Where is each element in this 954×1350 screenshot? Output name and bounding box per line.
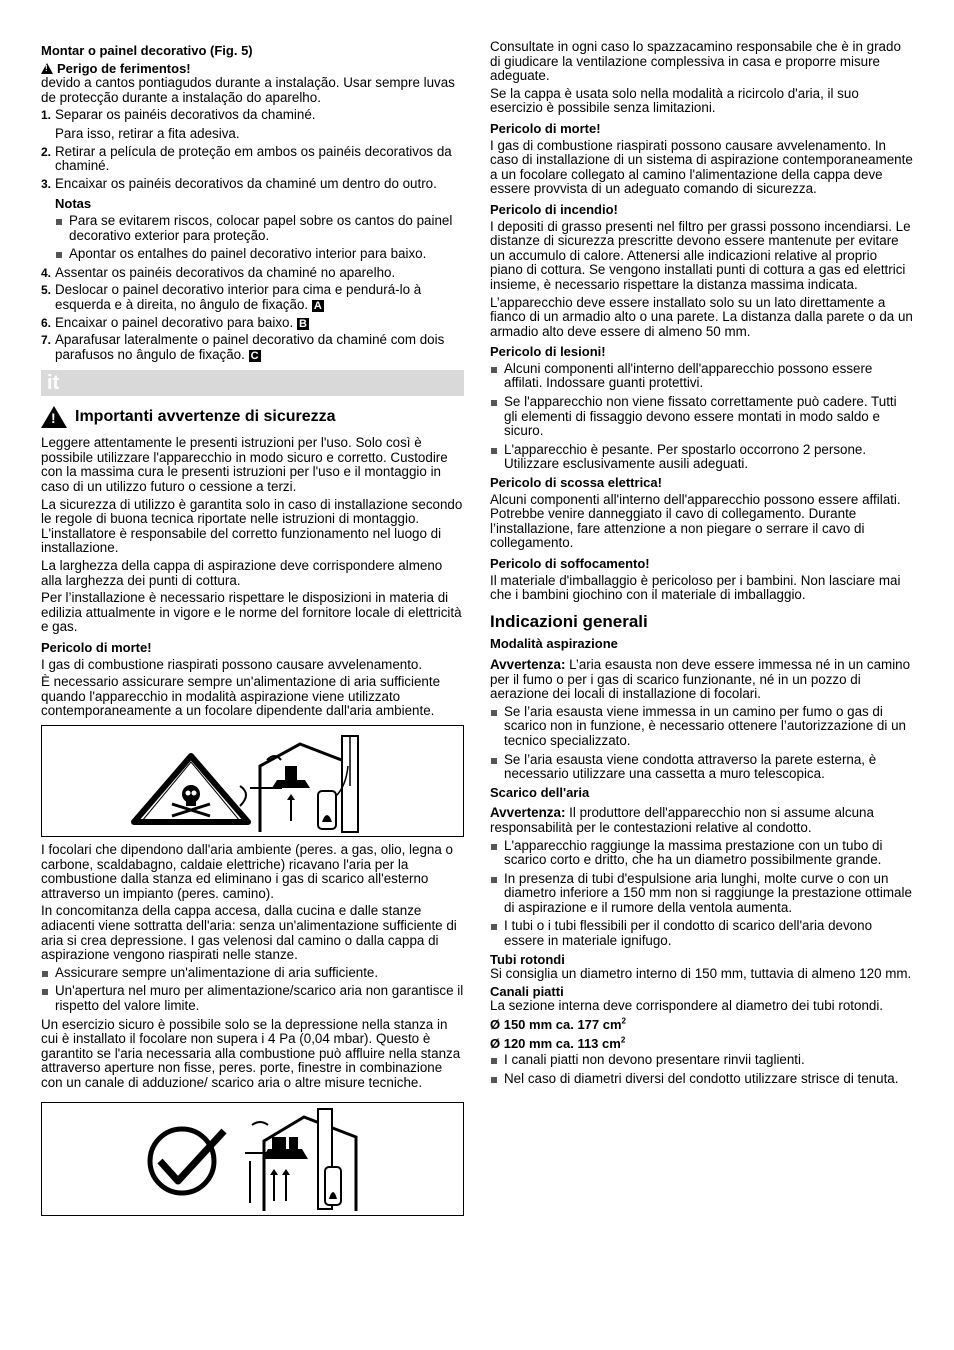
step-item: 5. Deslocar o painel decorativo interior para cima e pendurá-lo à esquerda e à direita, no ângulo de fixação. A [41, 282, 422, 312]
injury-title: Pericolo di lesioni! [490, 344, 606, 360]
general-title: Indicazioni generali [490, 611, 648, 631]
mode-title: Modalità aspirazione [490, 636, 618, 652]
note-paragraph: Avvertenza: Il produttore dell'apparecchio non si assume alcuna responsabilità per le contestazioni relative al condotto. [490, 805, 874, 835]
paragraph: I focolari che dipendono dall'aria ambiente (peres. a gas, olio, legna o carbone, scaldabagno, caldaie elettriche) ricavano l'aria per la combustione dalla stanza ed eliminano i gas di scarico all'esterno attraverso un impianto (peres. camino). [41, 841, 453, 901]
list-item: I tubi o i tubi flessibili per il condotto di scarico dell'aria devono essere in materiale ignifugo. [490, 919, 913, 948]
poison-warning-figure [41, 725, 464, 837]
step-item: 1. Separar os painéis decorativos da chaminé. Para isso, retirar a fita adesiva. [41, 108, 464, 141]
paragraph: I depositi di grasso presenti nel filtro per grassi possono incendiarsi. Le distanze di sicurezza prescritte devono essere mantenute per evitare un accumulo di calore. Attenersi alle indicazioni relative al proprio piano di cottura. Se vengono installati punti di cottura a gas ed elettrici insieme, è necessario rispettare la distanza massima indicata. [490, 218, 911, 292]
paragraph: Si consiglia un diametro interno di 150 mm, tuttavia di almeno 120 mm. [490, 966, 912, 982]
list-item: Un'apertura nel muro per alimentazione/scarico aria non garantisce il rispetto del valore limite. [41, 984, 464, 1013]
right-column [490, 40, 913, 1090]
list-item: Alcuni componenti all'interno dell'apparecchio possono essere affilati. Indossare guanti protettivi. [490, 362, 913, 391]
figure-label-b: B [298, 317, 307, 330]
paragraph: Un esercizio sicuro è possibile solo se la depressione nella stanza in cui è installato il focolare non supera i 4 Pa (0,04 mbar). Questo è garantito se l'aria necessaria alla combustione può affluire nella stanza attraverso aperture non fisse, peres. porte, finestre in combinazione con un canale di adduzione/ scarico aria o altre misure tecniche. [41, 1016, 461, 1090]
notes-block [55, 197, 464, 261]
flat-list [490, 1053, 913, 1086]
step-item: 4. Assentar os painéis decorativos da chaminé no aparelho. [41, 264, 396, 280]
air-supply-list [41, 966, 464, 1014]
skull-hood-illustration [42, 726, 459, 836]
injury-list [490, 362, 913, 472]
list-item: Nel caso di diametri diversi del condotto utilizzare strisce di tenuta. [490, 1072, 913, 1087]
language-code: it [47, 372, 60, 395]
safety-title: ! Importanti avvertenze di sicurezza [41, 406, 464, 428]
paragraph: Se la cappa è usata solo nella modalità a ricircolo d'aria, il suo esercizio è possibile senza limitazioni. [490, 85, 859, 116]
warning-title: Perigo de ferimentos! [57, 60, 191, 76]
exhaust-title: Scarico dell'aria [490, 784, 590, 800]
diameter-120: Ø 120 mm ca. 113 $cm^2$ [490, 1035, 626, 1051]
flat-title: Canali piatti [490, 983, 564, 999]
list-item: I canali piatti non devono presentare rinvii taglienti. [490, 1053, 913, 1068]
list-item: Se l'apparecchio non viene fissato correttamente può cadere. Tutti gli elementi di fissaggio devono essere montati in modo saldo e sicuro. [490, 395, 913, 439]
list-item: Assicurare sempre un'alimentazione di aria sufficiente. [41, 966, 464, 981]
step-item: 6. Encaixar o painel decorativo para baixo. B [41, 314, 307, 330]
paragraph: I gas di combustione riaspirati possono causare avvelenamento. In caso di installazione di un sistema di aspirazione contemporaneamente a un focolare collegato al camino l'alimentazione della cappa deve essere provvista di un adeguato comando di sicurezza. [490, 137, 913, 197]
list-item: L'apparecchio è pesante. Per spostarlo occorrono 2 persone. Utilizzare esclusivamente ausili adeguati. [490, 443, 913, 472]
mode-list [490, 705, 913, 782]
paragraph: Leggere attentamente le presenti istruzioni per l'uso. Solo così è possibile utilizzare l'apparecchio in modo sicuro e corretto. Custodire con la massima cura le presenti istruzioni per l'uso e il montaggio in caso di un utilizzo futuro o cessione a terzi. [41, 435, 448, 495]
shock-title: Pericolo di scossa elettrica! [490, 475, 662, 491]
notes-title: Notas [55, 196, 92, 212]
paragraph: La sezione interna deve corrispondere al diametro dei tubi rotondi. [490, 998, 884, 1014]
paragraph: La sicurezza di utilizzo è garantita solo in caso di installazione secondo le regole di buona tecnica riportate nelle istruzioni di montaggio. L'installatore è responsabile del corretto funzionamento nel luogo di installazione. [41, 496, 463, 556]
list-item: Se l’aria esausta viene condotta attraverso la parete esterna, è necessario utilizzare una cassetta a muro telescopica. [490, 753, 913, 782]
safe-operation-figure [41, 1102, 464, 1216]
notes-list [55, 214, 464, 262]
paragraph: L’apparecchio deve essere installato solo su un lato direttamente a fianco di un armadio alto o una parete. La distanza dalla parete o da un armadio alto deve essere di almeno 50 mm. [490, 294, 913, 339]
paragraph: È necessario assicurare sempre un'alimentazione di aria sufficiente quando l'apparecchio in modalità aspirazione viene utilizzato contemporaneamente a un focolare dipendente dall'aria ambiente. [41, 674, 441, 719]
paragraph: Consultate in ogni caso lo spazzacamino responsabile che è in grado di giudicare la ventilazione complessiva in casa e proporre misure adeguate. [490, 39, 901, 84]
steps-list-a [41, 108, 464, 191]
list-item: Se l’aria esausta viene immessa in un camino per fumo o gas di scarico non in funzione, è necessario ottenere l’autorizzazione di un tecnico specializzato. [490, 705, 913, 749]
step-item: 2. Retirar a película de proteção em ambos os painéis decorativos da chaminé. [41, 143, 452, 174]
figure-label-c: C [250, 349, 259, 362]
diameter-150: Ø 150 mm ca. 177 $cm^2$ [490, 1016, 626, 1033]
fire-title: Pericolo di incendio! [490, 201, 618, 217]
checkmark-hood-illustration [42, 1103, 459, 1215]
list-item: L'apparecchio raggiunge la massima prestazione con un tubo di scarico corto e dritto, che ha un diametro possibilmente grande. [490, 839, 913, 868]
list-item: In presenza di tubi d'espulsione aria lunghi, molte curve o con un diametro inferiore a 150 mm non si raggiunge la prestazione ottimale di aspirazione e il rumore della ventola aumenta. [490, 872, 913, 916]
steps-list-b [41, 266, 464, 363]
step-item: 3. Encaixar os painéis decorativos da chaminé um dentro do outro. [41, 175, 437, 191]
paragraph: I gas di combustione riaspirati possono causare avvelenamento. [41, 656, 423, 672]
paragraph: Per l’installazione è necessario rispettare le disposizioni in materia di edilizia attualmente in vigore e le norme del fornitore locale di elettricità e gas. [41, 590, 462, 635]
warning-heading [41, 62, 464, 77]
warning-icon [41, 406, 67, 428]
language-bar [41, 370, 464, 396]
left-column [41, 40, 464, 1222]
note-item: Apontar os entalhes do painel decorativo interior para baixo. [55, 247, 464, 262]
round-title: Tubi rotondi [490, 951, 565, 967]
section-title-decorative-panel: Montar o painel decorativo (Fig. 5) [41, 43, 253, 58]
note-paragraph: Avvertenza: L’aria esausta non deve essere immessa né in un camino per il fumo o per i gas di scarico funzionante, né in un pozzo di aerazione dei locali di installazione di focolari. [490, 656, 911, 702]
note-item: Para se evitarem riscos, colocar papel sobre os cantos do painel decorativo exterior para proteção. [55, 214, 464, 243]
warning-icon [41, 63, 53, 74]
paragraph: Alcuni componenti all'interno dell'apparecchio possono essere affilati. Potrebbe venire danneggiato il cavo di collegamento. Durante l’installazione, fare attenzione a non piegare o serrare il cavo di collegamento. [490, 491, 901, 551]
warning-text: devido a cantos pontiagudos durante a instalação. Usar sempre luvas de protecção durante a instalação do aparelho. [41, 75, 455, 105]
danger-title: Pericolo di morte! [41, 640, 152, 655]
step-item: 7. Aparafusar lateralmente o painel decorativo da chaminé com dois parafusos no ângulo de fixação. C [41, 332, 445, 362]
figure-label-a: A [313, 299, 322, 312]
danger-title: Pericolo di morte! [490, 120, 601, 136]
paragraph: La larghezza della cappa di aspirazione deve corrispondere almeno alla larghezza dei punti di cottura. [41, 558, 443, 588]
step-subtext: Para isso, retirar a fita adesiva. [55, 125, 240, 141]
exhaust-list [490, 839, 913, 949]
paragraph: In concomitanza della cappa accesa, dalla cucina e dalle stanze adiacenti viene sottratta dell'aria: senza un'alimentazione sufficiente di aria si crea depressione. I gas velenosi dal camino o dalla cappa di aspirazione vengono riaspirati nelle stanze. [41, 903, 457, 963]
paragraph: Il materiale d'imballaggio è pericoloso per i bambini. Non lasciare mai che i bambini giochino con il materiale di imballaggio. [490, 572, 901, 603]
suffocation-title: Pericolo di soffocamento! [490, 556, 650, 571]
